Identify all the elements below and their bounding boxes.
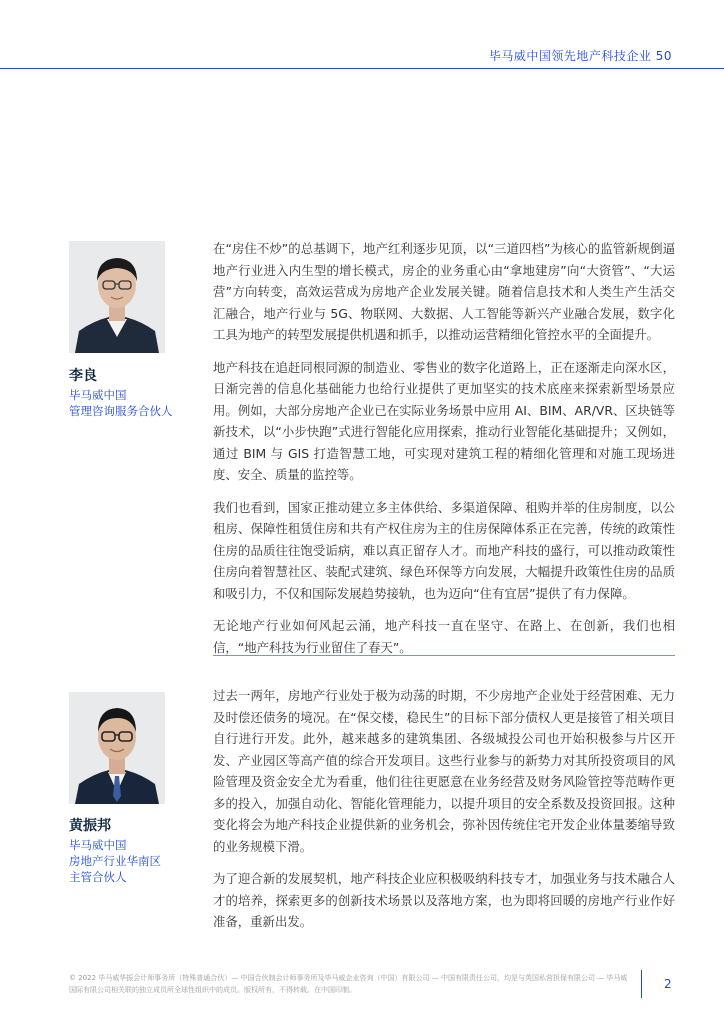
portrait-photo-1 xyxy=(69,241,165,353)
person1-name: 李良 xyxy=(69,368,97,384)
paragraph: 地产科技在追赶同根同源的制造业、零售业的数字化道路上，正在逐渐走向深水区，日渐完善的信息化基础能力也给行业提供了更加坚实的技术底座来探索新型场景应用。例如，大部分房地产企业已在实际业务场景中应用 AI、BIM、AR/VR、区块链等新技术，以“小步快跑”式进行智能化应用探索，推动行业智能化基础提升；又例如，通过 BIM 与 GIS 打造智慧工地，可实现对建筑工程的精细化管理和对施工现场进度、安全、质量的监控等。 xyxy=(213,359,675,482)
person2-name: 黄振邦 xyxy=(69,818,111,834)
footer-legal-text: © 2022 毕马威华振会计师事务所（特殊普通合伙）— 中国合伙制会计师事务所及毕马威企业咨询（中国）有限公司 — 中国有限责任公司，均是与英国私营担保有限公司 — 毕马威国际有限公司相关联的独立成员所全球性组织中的成员。版权所有，不得转载。在中国印制。 xyxy=(69,974,628,994)
person1-body xyxy=(213,238,675,669)
paragraph: 无论地产行业如何风起云涌，地产科技一直在坚守、在路上、在创新，我们也相信，“地产科技为行业留住了春天”。 xyxy=(213,618,675,655)
header-rule xyxy=(0,68,724,69)
paragraph: 我们也看到，国家正推动建立多主体供给、多渠道保障、租购并举的住房制度，以公租房、保障性租赁住房和共有产权住房为主的住房保障体系正在完善，传统的政策性住房的品质往往饱受诟病，难以真正留存人才。而地产科技的盛行，可以推动政策性住房向着智慧社区、装配式建筑、绿色环保等方向发展，大幅提升政策性住房的品质和吸引力，不仅和国际发展趋势接轨，也为迈向“住有宜居”提供了有力保障。 xyxy=(213,499,675,601)
person2-role-line1: 房地产行业华南区 xyxy=(69,854,161,868)
paragraph: 为了迎合新的发展契机，地产科技企业应积极吸纳科技专才，加强业务与技术融合人才的培养，探索更多的创新技术场景以及落地方案，也为即将回暖的房地产行业作好准备，重新出发。 xyxy=(213,871,675,929)
footer-rule xyxy=(641,970,642,998)
section-divider xyxy=(213,655,675,656)
person2-body xyxy=(213,685,675,944)
page-number: 2 xyxy=(664,977,672,991)
person2-org: 毕马威中国 xyxy=(69,838,127,852)
paragraph: 过去一两年，房地产行业处于极为动荡的时期，不少房地产企业处于经营困难、无力及时偿还债务的境况。在“保交楼，稳民生”的目标下部分债权人更是接管了相关项目自行进行开发。此外，越来越多的建筑集团、各级城投公司也开始积极参与片区开发、产业园区等高产值的综合开发项目。这些行业参与的新势力对其所投资项目的风险管理及资金安全尤为看重，他们往往更愿意在业务经营及财务风险管控等范畴作更多的投入，加强自动化、智能化管理能力，以提升项目的安全系数及投资回报。这种变化将会为地产科技企业提供新的业务机会，弥补因传统住宅开发企业体量萎缩导致的业务规模下滑。 xyxy=(213,688,675,854)
header-title: 毕马威中国领先地产科技企业 50 xyxy=(488,49,672,63)
paragraph: 在“房住不炒”的总基调下，地产红利逐步见顶，以“三道四档”为核心的监管新规倒逼地产行业进入内生型的增长模式，房企的业务重心由“拿地建房”向“大资管”、“大运营”方向转变，高效运营成为房地产企业发展关键。随着信息技术和人类生产生活交汇融合，地产行业与 5G、物联网、大数据、人工智能等新兴产业融合发展，数字化工具为地产的转型发展提供机遇和抓手，以推动运营精细化管控水平的全面提升。 xyxy=(213,241,675,342)
person1-role: 管理咨询服务合伙人 xyxy=(69,404,173,418)
person2-role-line2: 主管合伙人 xyxy=(69,870,127,884)
person1-org: 毕马威中国 xyxy=(69,388,127,402)
portrait-photo-2 xyxy=(69,692,165,804)
